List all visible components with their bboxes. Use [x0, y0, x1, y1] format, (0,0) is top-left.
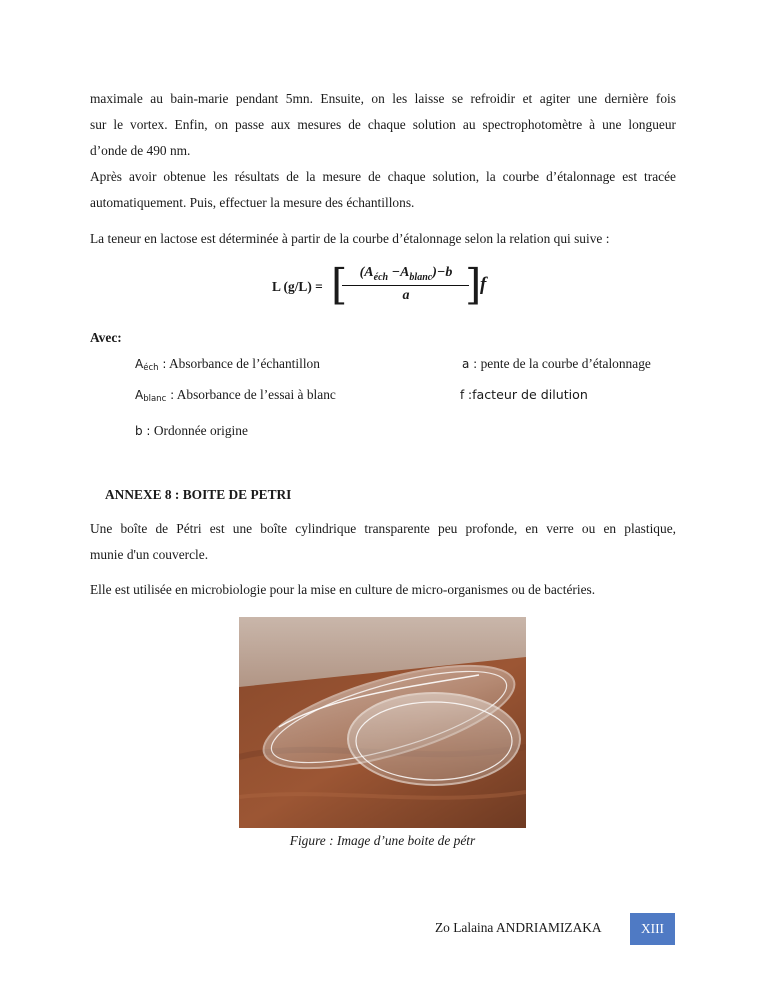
- text-line: automatiquement. Puis, effectuer la mesure des échantillons.: [90, 195, 415, 210]
- definition-text: Absorbance de l’échantillon: [166, 356, 320, 371]
- text-line: Après avoir obtenue les résultats de la mesure de chaque solution, la courbe d’étalonnage est tracée: [90, 169, 676, 184]
- formula-minus: −: [388, 265, 401, 280]
- symbol-f: f :: [460, 388, 473, 402]
- fraction-bar: [342, 285, 469, 286]
- paragraph-method: [90, 86, 676, 216]
- text-line: maximale au bain-marie pendant 5mn. Ensuite, on les laisse se refroidir et agiter une dernière fois: [90, 91, 676, 106]
- definition-a-ech: [135, 355, 320, 377]
- figure-caption: Figure : Image d’une boite de pétr: [289, 833, 476, 848]
- formula-factor: f: [480, 274, 487, 295]
- definition-text: pente de la courbe d’étalonnage: [477, 356, 651, 371]
- symbol-b: b :: [135, 424, 151, 438]
- formula-right-bracket: ]: [465, 260, 482, 309]
- formula-left-bracket: [: [331, 260, 348, 309]
- petri-dish-photo: [239, 617, 526, 828]
- avec-label: Avec:: [90, 330, 122, 345]
- formula-a-ech-sub: éch: [373, 271, 389, 283]
- definition-text: facteur de dilution: [472, 387, 588, 402]
- formula-lhs: L (g/L) =: [272, 279, 323, 294]
- formula-close-paren-minus-b: )−b: [432, 265, 453, 280]
- text-line: La teneur en lactose est déterminée à partir de la courbe d’étalonnage selon la relation qui suive :: [90, 231, 610, 246]
- symbol-base: A: [135, 357, 144, 371]
- definition-a-blanc: [135, 386, 336, 408]
- text-line: munie d'un couvercle.: [90, 547, 209, 562]
- text-line: Elle est utilisée en microbiologie pour la mise en culture de micro-organismes ou de bactéries.: [90, 582, 596, 597]
- formula-denominator: a: [402, 288, 410, 303]
- paragraph-petri-usage: [90, 577, 676, 603]
- definition-text: Ordonnée origine: [150, 423, 248, 438]
- symbol-colon: :: [166, 388, 175, 402]
- symbol-base: A: [135, 388, 144, 402]
- definition-f: [460, 386, 588, 404]
- formula-a-blanc-sub: blanc: [409, 271, 433, 283]
- text-line: sur le vortex. Enfin, on passe aux mesures de chaque solution au spectrophotomètre à une longueur: [90, 117, 676, 132]
- symbol-sub: blanc: [143, 394, 167, 404]
- symbol-colon: :: [158, 357, 167, 371]
- formula-a-ech-base: A: [364, 265, 374, 280]
- text-line: Une boîte de Pétri est une boîte cylindrique transparente peu profonde, en verre ou en plastique,: [90, 521, 676, 536]
- paragraph-petri-definition: [90, 516, 676, 568]
- symbol-a-ech: [135, 357, 166, 371]
- symbol-sub: éch: [143, 363, 159, 373]
- text-line: d’onde de 490 nm.: [90, 143, 191, 158]
- definition-a: [462, 355, 651, 373]
- formula-a-blanc-base: A: [400, 265, 410, 280]
- formula-open-paren: (: [359, 265, 365, 280]
- paragraph-lactose: [90, 226, 676, 252]
- definition-b: [135, 422, 248, 440]
- definition-text: Absorbance de l’essai à blanc: [174, 387, 336, 402]
- lactose-formula: [272, 262, 512, 312]
- footer-author: Zo Lalaina ANDRIAMIZAKA: [435, 920, 602, 935]
- page-number-badge: XIII: [630, 913, 675, 945]
- symbol-a: a :: [462, 357, 478, 371]
- formula-numerator: [342, 265, 470, 283]
- symbol-a-blanc: [135, 388, 174, 402]
- annexe-heading: ANNEXE 8 : BOITE DE PETRI: [105, 487, 292, 502]
